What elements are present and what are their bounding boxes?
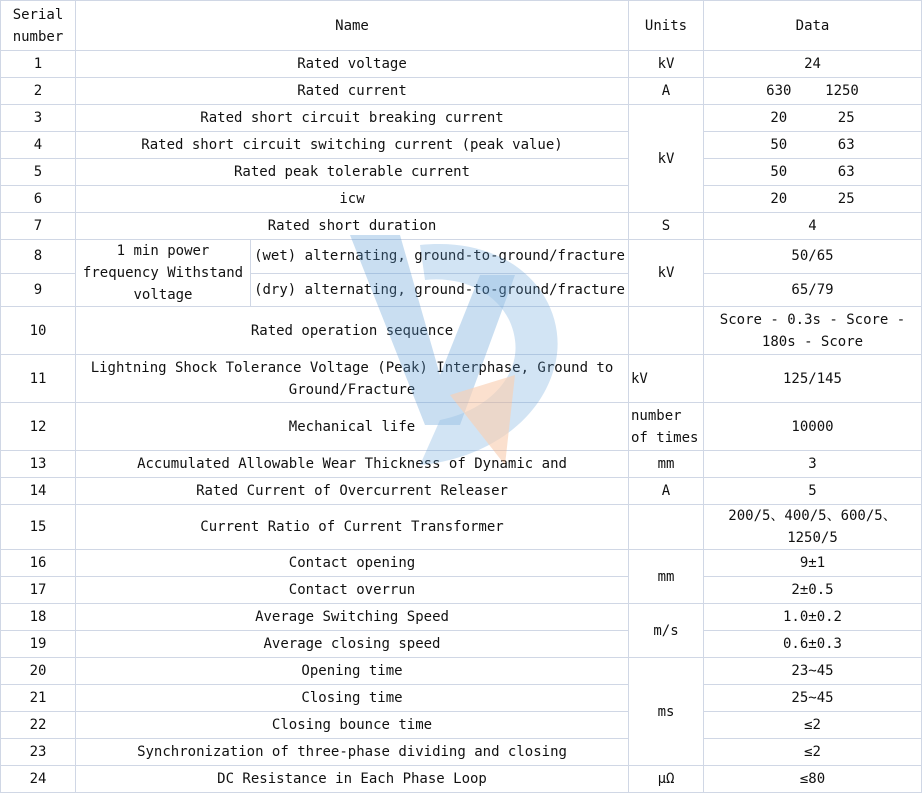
table-row — [1, 78, 922, 105]
row-data: 3 — [704, 451, 922, 478]
row-data: ≤80 — [704, 766, 922, 793]
table-row — [1, 766, 922, 793]
row-data: 65/79 — [704, 273, 922, 307]
table-row — [1, 550, 922, 577]
row-data: 50 63 — [704, 159, 922, 186]
table-row — [1, 51, 922, 78]
table-row — [1, 478, 922, 505]
row-unit: A — [629, 478, 704, 505]
row-number: 4 — [1, 132, 76, 159]
table-row — [1, 505, 922, 550]
row-data: 50 63 — [704, 132, 922, 159]
table-row — [1, 739, 922, 766]
row-data: 2±0.5 — [704, 577, 922, 604]
row-data: 630 1250 — [704, 78, 922, 105]
row-data: 1.0±0.2 — [704, 604, 922, 631]
row-number: 14 — [1, 478, 76, 505]
row-unit — [629, 307, 704, 355]
row-group-label: 1 min power frequency Withstand voltage — [76, 240, 251, 307]
row-name: Rated current — [76, 78, 629, 105]
table-row — [1, 213, 922, 240]
row-unit: S — [629, 213, 704, 240]
table-row — [1, 240, 922, 274]
row-number: 6 — [1, 186, 76, 213]
row-unit: mm — [629, 550, 704, 604]
table-row — [1, 132, 922, 159]
row-data: 20 25 — [704, 105, 922, 132]
row-name: Contact opening — [76, 550, 629, 577]
table-row — [1, 355, 922, 403]
header-serial: Serial number — [1, 1, 76, 51]
row-name: Rated short circuit breaking current — [76, 105, 629, 132]
row-number: 18 — [1, 604, 76, 631]
row-number: 5 — [1, 159, 76, 186]
header-units: Units — [629, 1, 704, 51]
row-name: Current Ratio of Current Transformer — [76, 505, 629, 550]
row-unit: kV — [629, 355, 704, 403]
row-number: 10 — [1, 307, 76, 355]
row-number: 21 — [1, 685, 76, 712]
row-name: Rated voltage — [76, 51, 629, 78]
row-number: 11 — [1, 355, 76, 403]
row-name: Rated short duration — [76, 213, 629, 240]
row-number: 12 — [1, 403, 76, 451]
row-unit: kV — [629, 105, 704, 213]
row-number: 20 — [1, 658, 76, 685]
row-data: 20 25 — [704, 186, 922, 213]
row-name: Closing time — [76, 685, 629, 712]
row-unit: kV — [629, 240, 704, 307]
row-name: Lightning Shock Tolerance Voltage (Peak) Interphase, Ground to Ground/Fracture — [76, 355, 629, 403]
table-row — [1, 577, 922, 604]
row-number: 8 — [1, 240, 76, 274]
row-data: 23~45 — [704, 658, 922, 685]
row-data: 200/5、400/5、600/5、1250/5 — [704, 505, 922, 550]
row-number: 13 — [1, 451, 76, 478]
row-unit: m/s — [629, 604, 704, 658]
row-number: 15 — [1, 505, 76, 550]
row-data: Score - 0.3s - Score - 180s - Score — [704, 307, 922, 355]
row-number: 9 — [1, 273, 76, 307]
table-row — [1, 403, 922, 451]
row-data: ≤2 — [704, 739, 922, 766]
row-unit: μΩ — [629, 766, 704, 793]
row-data: 10000 — [704, 403, 922, 451]
row-unit: kV — [629, 51, 704, 78]
row-number: 1 — [1, 51, 76, 78]
row-name: (wet) alternating, ground-to-ground/fracture — [251, 240, 629, 274]
table-row — [1, 451, 922, 478]
row-name: Synchronization of three-phase dividing and closing — [76, 739, 629, 766]
row-unit: ms — [629, 658, 704, 766]
row-data: 5 — [704, 478, 922, 505]
row-number: 19 — [1, 631, 76, 658]
row-name: icw — [76, 186, 629, 213]
row-data: 4 — [704, 213, 922, 240]
row-name: Mechanical life — [76, 403, 629, 451]
row-name: Closing bounce time — [76, 712, 629, 739]
row-data: 50/65 — [704, 240, 922, 274]
row-name: Contact overrun — [76, 577, 629, 604]
row-name: Rated peak tolerable current — [76, 159, 629, 186]
table-row — [1, 307, 922, 355]
row-name: DC Resistance in Each Phase Loop — [76, 766, 629, 793]
row-unit — [629, 505, 704, 550]
row-number: 16 — [1, 550, 76, 577]
table-row — [1, 105, 922, 132]
table-row — [1, 658, 922, 685]
table-row — [1, 186, 922, 213]
row-name: Average closing speed — [76, 631, 629, 658]
table-row — [1, 159, 922, 186]
row-number: 17 — [1, 577, 76, 604]
row-name: Rated Current of Overcurrent Releaser — [76, 478, 629, 505]
row-data: 0.6±0.3 — [704, 631, 922, 658]
row-unit: number of times — [629, 403, 704, 451]
row-number: 22 — [1, 712, 76, 739]
table-row — [1, 685, 922, 712]
row-name: (dry) alternating, ground-to-ground/fracture — [251, 273, 629, 307]
table-row — [1, 604, 922, 631]
table-row — [1, 631, 922, 658]
row-unit: mm — [629, 451, 704, 478]
row-data: ≤2 — [704, 712, 922, 739]
row-number: 23 — [1, 739, 76, 766]
row-name: Opening time — [76, 658, 629, 685]
row-number: 3 — [1, 105, 76, 132]
header-name: Name — [76, 1, 629, 51]
row-number: 24 — [1, 766, 76, 793]
row-number: 2 — [1, 78, 76, 105]
table-row — [1, 712, 922, 739]
row-unit: A — [629, 78, 704, 105]
row-name: Rated short circuit switching current (peak value) — [76, 132, 629, 159]
row-data: 125/145 — [704, 355, 922, 403]
row-name: Rated operation sequence — [76, 307, 629, 355]
row-data: 24 — [704, 51, 922, 78]
row-number: 7 — [1, 213, 76, 240]
row-name: Accumulated Allowable Wear Thickness of Dynamic and — [76, 451, 629, 478]
header-row — [1, 1, 922, 51]
row-data: 9±1 — [704, 550, 922, 577]
row-data: 25~45 — [704, 685, 922, 712]
row-name: Average Switching Speed — [76, 604, 629, 631]
header-data: Data — [704, 1, 922, 51]
